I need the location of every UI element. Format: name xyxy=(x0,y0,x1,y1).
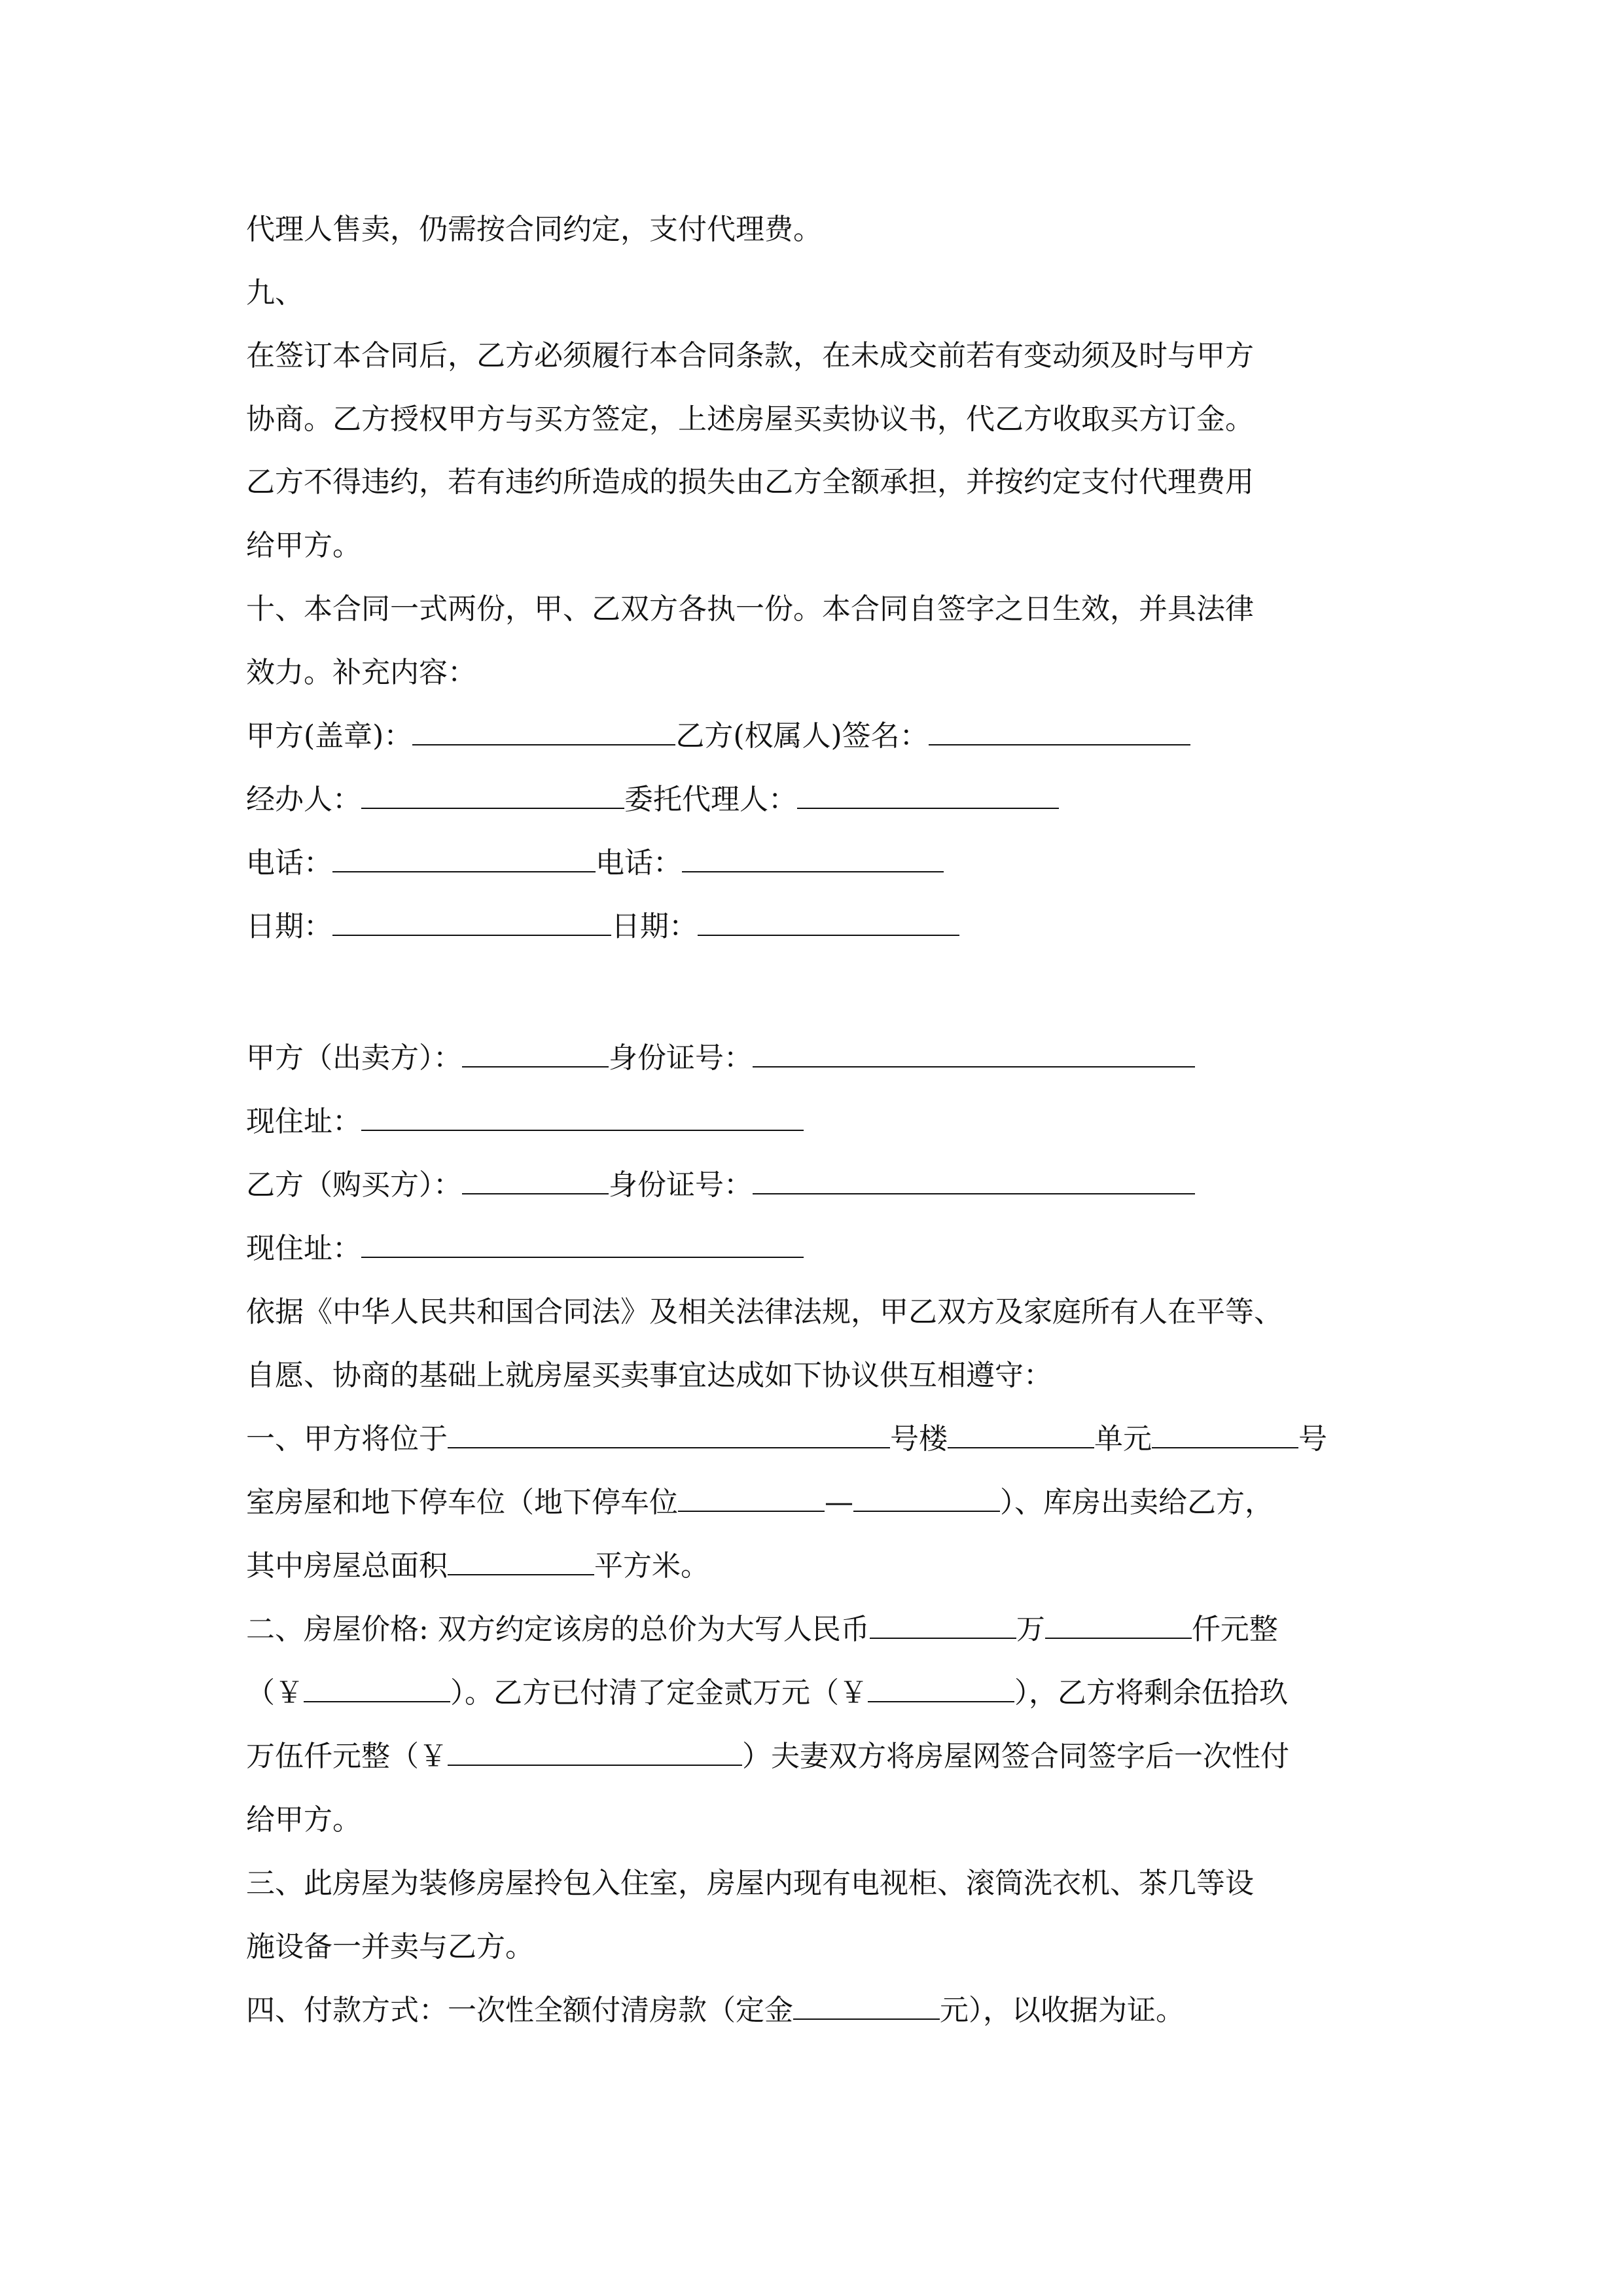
text: — xyxy=(825,1486,853,1519)
text: ）夫妻双方将房屋网签合同签字后一次性付 xyxy=(742,1740,1289,1773)
date-b-blank[interactable] xyxy=(698,908,959,936)
buyer-id-label: 身份证号： xyxy=(609,1168,753,1202)
buyer-blank[interactable] xyxy=(462,1167,609,1194)
seller-address-label: 现住址： xyxy=(246,1105,361,1138)
intro-line-1 xyxy=(246,1293,1283,1332)
buyer-row xyxy=(246,1166,1195,1205)
text: 仟元整 xyxy=(1191,1613,1278,1646)
date-row xyxy=(246,907,959,946)
buyer-address-blank[interactable] xyxy=(361,1230,804,1258)
phone-a-label: 电话： xyxy=(246,846,332,880)
party-b-sign-blank[interactable] xyxy=(929,718,1190,745)
party-b-sign-label: 乙方(权属人)签名： xyxy=(675,719,929,753)
text: 十、本合同一式两份，甲、乙双方各执一份。本合同自签字之日生效，并具法律 xyxy=(246,592,1254,626)
agency-fee-line xyxy=(246,210,822,249)
text: 四、付款方式：一次性全额付清房款（定金 xyxy=(246,1994,793,2027)
text: 乙方不得违约，若有违约所造成的损失由乙方全额承担，并按约定支付代理费用 xyxy=(246,465,1254,499)
text: 九、 xyxy=(246,276,304,310)
buyer-id-blank[interactable] xyxy=(753,1167,1195,1194)
seller-address-row xyxy=(246,1102,804,1141)
text: 万伍仟元整（￥ xyxy=(246,1740,448,1773)
text: 依据《中华人民共和国合同法》及相关法律法规，甲乙双方及家庭所有人在平等、 xyxy=(246,1295,1283,1329)
text: 万 xyxy=(1016,1613,1045,1646)
clause-2-line-1 xyxy=(246,1610,1278,1649)
text: 施设备一并卖与乙方。 xyxy=(246,1930,534,1964)
payment-deposit-blank[interactable] xyxy=(793,1992,940,2020)
agent-label: 委托代理人： xyxy=(624,783,797,816)
seller-row xyxy=(246,1039,1195,1078)
seller-id-label: 身份证号： xyxy=(609,1041,753,1075)
phone-b-blank[interactable] xyxy=(682,845,944,872)
signature-seal-row xyxy=(246,717,1190,756)
clause-3-line-2 xyxy=(246,1928,534,1967)
text: 代理人售卖，仍需按合同约定，支付代理费。 xyxy=(246,213,822,246)
text: 元），以收据为证。 xyxy=(940,1994,1185,2027)
phone-a-blank[interactable] xyxy=(332,845,596,872)
clause-9-line-4 xyxy=(246,526,361,565)
text: 平方米。 xyxy=(594,1549,709,1583)
text: ），乙方将剩余伍拾玖 xyxy=(1014,1676,1288,1710)
area-blank[interactable] xyxy=(448,1548,594,1575)
party-a-seal-label: 甲方(盖章)： xyxy=(246,719,413,753)
text: ）、库房出卖给乙方， xyxy=(1000,1486,1274,1519)
text: 其中房屋总面积 xyxy=(246,1549,448,1583)
date-a-label: 日期： xyxy=(246,910,332,943)
seller-blank[interactable] xyxy=(462,1040,609,1067)
phone-row xyxy=(246,844,944,883)
text: （￥ xyxy=(246,1676,304,1710)
date-a-blank[interactable] xyxy=(332,908,611,936)
date-b-label: 日期： xyxy=(611,910,698,943)
text: 协商。乙方授权甲方与买方签定，上述房屋买卖协议书，代乙方收取买方订金。 xyxy=(246,403,1254,436)
text: 号楼 xyxy=(890,1422,948,1456)
text: 自愿、协商的基础上就房屋买卖事宜达成如下协议供互相遵守： xyxy=(246,1359,1052,1392)
text: 室房屋和地下停车位（地下停车位 xyxy=(246,1486,678,1519)
price-number-blank[interactable] xyxy=(304,1675,450,1702)
text: 效力。补充内容： xyxy=(246,656,476,689)
location-blank[interactable] xyxy=(448,1421,890,1448)
clause-9-line-3 xyxy=(246,463,1254,502)
handler-blank[interactable] xyxy=(361,781,624,809)
remaining-number-blank[interactable] xyxy=(448,1738,742,1766)
phone-b-label: 电话： xyxy=(596,846,682,880)
seller-id-blank[interactable] xyxy=(753,1040,1195,1067)
handler-label: 经办人： xyxy=(246,783,361,816)
text: 二、房屋价格: 双方约定该房的总价为大写人民币 xyxy=(246,1613,870,1646)
parking-to-blank[interactable] xyxy=(853,1484,1000,1512)
price-qian-blank[interactable] xyxy=(1045,1611,1192,1639)
clause-2-line-3 xyxy=(246,1737,1289,1776)
seller-label: 甲方（出卖方）： xyxy=(246,1041,462,1075)
clause-2-line-2 xyxy=(246,1674,1288,1713)
clause-4-line-1 xyxy=(246,1991,1185,2030)
clause-9-line-2 xyxy=(246,400,1254,439)
seller-address-blank[interactable] xyxy=(361,1103,804,1131)
text: 给甲方。 xyxy=(246,1803,361,1837)
deposit-number-blank[interactable] xyxy=(868,1675,1014,1702)
price-wan-blank[interactable] xyxy=(870,1611,1016,1639)
text: 单元 xyxy=(1094,1422,1152,1456)
clause-9-line-1 xyxy=(246,336,1254,376)
clause-10-line-1 xyxy=(246,590,1254,629)
agent-blank[interactable] xyxy=(797,781,1059,809)
clause-1-line-3 xyxy=(246,1547,709,1586)
text: ）。乙方已付清了定金贰万元（￥ xyxy=(450,1676,868,1710)
intro-line-2 xyxy=(246,1356,1052,1395)
text: 给甲方。 xyxy=(246,529,361,562)
buyer-address-row xyxy=(246,1229,804,1268)
room-blank[interactable] xyxy=(1152,1421,1298,1448)
party-a-seal-blank[interactable] xyxy=(412,718,675,745)
text: 号 xyxy=(1298,1422,1327,1456)
text: 在签订本合同后，乙方必须履行本合同条款，在未成交前若有变动须及时与甲方 xyxy=(246,339,1254,372)
unit-blank[interactable] xyxy=(948,1421,1094,1448)
parking-from-blank[interactable] xyxy=(678,1484,825,1512)
buyer-address-label: 现住址： xyxy=(246,1232,361,1265)
clause-1-line-1 xyxy=(246,1420,1327,1459)
clause-3-line-1 xyxy=(246,1864,1254,1903)
handler-row xyxy=(246,780,1059,819)
text: 三、此房屋为装修房屋拎包入住室，房屋内现有电视柜、滚筒洗衣机、茶几等设 xyxy=(246,1867,1254,1900)
clause-10-line-2 xyxy=(246,653,476,692)
clause-9-number xyxy=(246,274,304,313)
clause-2-line-4 xyxy=(246,1801,361,1840)
clause-1-line-2 xyxy=(246,1483,1274,1522)
text: 一、甲方将位于 xyxy=(246,1422,448,1456)
buyer-label: 乙方（购买方）： xyxy=(246,1168,462,1202)
